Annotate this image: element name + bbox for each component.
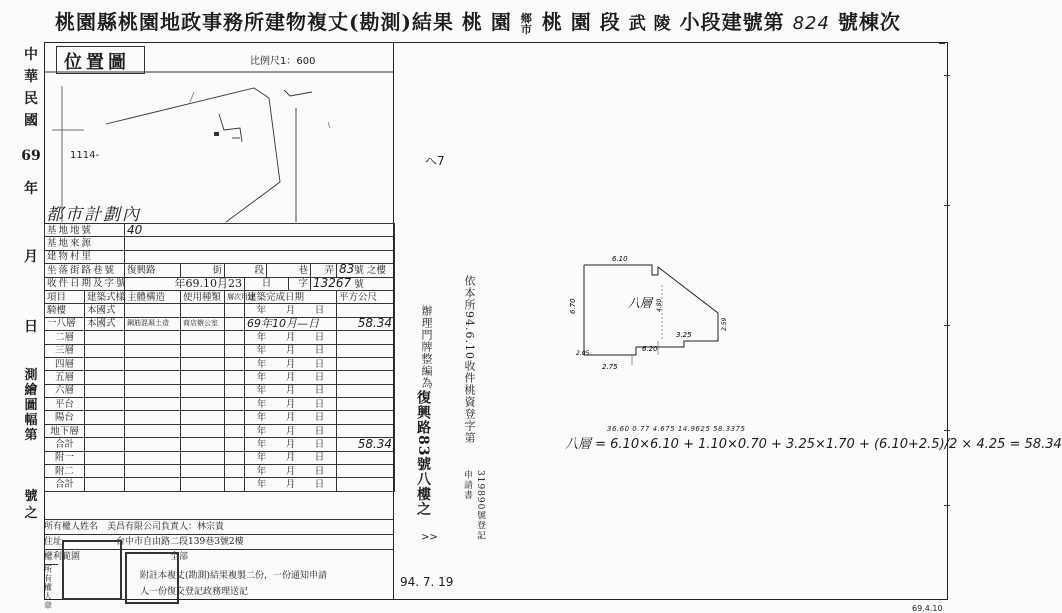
row-label: 合計 <box>45 438 85 451</box>
plan-floor-label: 八層 <box>628 296 653 310</box>
township-mark: 鄉 市 <box>520 11 533 36</box>
dim-right-2: 2.59 <box>721 317 728 331</box>
address-alley: 弄 <box>311 264 337 277</box>
receipt-date: 年69.10月23 <box>125 277 245 290</box>
row-label: 六層 <box>45 384 85 397</box>
owner-seal-stamp <box>62 540 122 600</box>
annotation-column: 319890號登記申請書 <box>462 470 485 541</box>
row-label: 五層 <box>45 371 85 384</box>
owner-address-value: 台中市自由路二段139巷3號2樓 <box>116 537 244 547</box>
address-road: 復興路 <box>125 264 181 277</box>
annotation-column: 依本所94.6.10收件桃資登字第 <box>463 275 476 444</box>
table-row: 四層 年 月 日 <box>45 357 395 370</box>
owner-address-label: 住址 <box>44 537 63 547</box>
annotation-column: 復興路83號八樓之 <box>415 390 431 517</box>
row-label: 四層 <box>45 357 85 370</box>
address-number: 83號 之樓 <box>337 264 395 277</box>
table-row <box>45 317 395 330</box>
table-row: 附二 年 月 日 <box>45 465 395 478</box>
city-name: 桃 園 <box>461 10 512 34</box>
building-number: 824 <box>792 13 830 34</box>
table-row: 騎樓 本國式 年 月 日 <box>45 304 395 317</box>
dim-middle: 4.80 <box>656 298 663 312</box>
village-label: 建物村里 <box>45 250 125 263</box>
section-name: 桃 園 段 <box>541 10 621 34</box>
dim-left: 6.70 <box>569 298 577 314</box>
footnote-line: 附註本複丈(勘測)結果複製二份，一份通知申請 <box>140 571 328 581</box>
owner-rights-label: 權利範圍 <box>44 552 81 562</box>
footnote-line: 人一份復交登記政務理送記 <box>140 587 249 597</box>
left-margin <box>18 42 44 602</box>
formula-main: 八層 = 6.10×6.10 + 1.10×0.70 + 3.25×1.70 + (6.10+2.5)/2 × 4.25 = 58.34 <box>565 437 1062 452</box>
document-title <box>55 6 935 34</box>
owner-rights-value: 全部 <box>170 552 189 562</box>
dim-bottom-left: 2.05 <box>576 350 590 357</box>
date-stamp: 94. 7. 19 <box>400 575 454 589</box>
table-row: 六層 年 月 日 <box>45 384 395 397</box>
table-row: 平台 年 月 日 <box>45 398 395 411</box>
floor-plan-sketch <box>560 255 750 385</box>
land-no-value: 40 <box>125 224 395 237</box>
land-no-label: 基地地號 <box>45 224 125 237</box>
margin-char: 月 <box>24 249 38 265</box>
land-source-value <box>125 237 395 250</box>
dim-top: 6.10 <box>612 255 628 263</box>
footer-code: 69.4.10 <box>912 604 943 613</box>
address-street: 街 <box>181 264 225 277</box>
table-row: 合計 年 月 日 58.34 <box>45 438 395 451</box>
table-row: 陽台 年 月 日 <box>45 411 395 424</box>
col-area: 平方公尺 <box>337 290 395 303</box>
row-area: 58.34 <box>337 317 395 330</box>
owner-name-row <box>44 519 394 535</box>
row-label: 騎樓 <box>45 304 85 317</box>
building-form-table <box>44 223 395 492</box>
col-style: 建築式樣 <box>85 290 125 303</box>
land-source-label: 基地來源 <box>45 237 125 250</box>
building-label: 小段建號第 <box>679 10 785 34</box>
margin-char: 民 <box>24 91 38 107</box>
owner-stamp-label: 所有權人章 <box>44 564 58 601</box>
row-label: 一八層 <box>45 317 85 330</box>
col-structure: 主體構造 <box>125 290 181 303</box>
owner-name-label: 所有權人姓名 <box>44 522 99 532</box>
dim-right-1: 3.25 <box>676 331 692 339</box>
form-row-headers <box>45 290 395 303</box>
margin-char: 華 <box>24 69 38 85</box>
col-item: 項目 <box>45 290 85 303</box>
owner-name-value: 美昌有限公司負責人：林宗貴 <box>107 522 225 532</box>
receipt-label: 收件日期及字號 <box>45 277 125 290</box>
dim-bottom-2: 6.20 <box>642 345 658 353</box>
margin-no: 號之 <box>24 489 38 521</box>
table-row: 附一 年 月 日 <box>45 451 395 464</box>
map-scale: 比例尺1：600 <box>250 56 316 67</box>
margin-char: 國 <box>24 113 38 129</box>
table-row: 三層 年 月 日 <box>45 344 395 357</box>
col-use-type: 使用種類 <box>181 290 225 303</box>
row-use: 商店辦公室 <box>181 317 225 330</box>
margin-char: 中 <box>24 47 38 63</box>
margin-sheet: 測繪圖幅第 <box>24 368 38 443</box>
table-row: 二層 年 月 日 <box>45 331 395 344</box>
address-section: 段 <box>225 264 267 277</box>
receipt-number: 13267 號 <box>311 277 395 290</box>
row-label: 平台 <box>45 398 85 411</box>
receipt-day: 日 <box>245 277 289 290</box>
footnote <box>140 568 390 600</box>
col-floor-use: 層次用途 <box>225 290 245 303</box>
col-completion-date: 建築完成日期 <box>245 290 337 303</box>
total-area: 58.34 <box>337 438 395 451</box>
row-label: 三層 <box>45 344 85 357</box>
table-row: 地下層 年 月 日 <box>45 424 395 437</box>
dim-bottom-1: 2.75 <box>602 363 618 371</box>
row-label: 附二 <box>45 465 85 478</box>
row-style: 本國式 <box>85 304 125 317</box>
form-row-land-no <box>45 224 395 237</box>
building-suffix: 號棟次 <box>837 10 901 34</box>
form-row-land-src <box>45 237 395 250</box>
table-row: 合計 年 月 日 <box>45 478 395 491</box>
row-label: 地下層 <box>45 424 85 437</box>
row-completion-date: 69年10月—日 <box>245 317 337 330</box>
margin-char: 年 <box>24 181 38 197</box>
address-label: 坐落街路巷號 <box>45 264 125 277</box>
office-name: 桃園縣桃園地政事務所建物複丈(勘測)結果 <box>55 10 454 34</box>
annotation-column: 辦理門牌整編為 <box>420 305 433 389</box>
address-lane: 巷 <box>267 264 311 277</box>
row-structure: 鋼筋混凝土造 <box>125 317 181 330</box>
row-label: 附一 <box>45 451 85 464</box>
margin-char: 日 <box>24 319 38 335</box>
subsection-name: 武 陵 <box>628 14 672 34</box>
zoning-note: 都市計劃內 <box>46 205 141 225</box>
area-formula <box>565 425 1062 452</box>
handwritten-mark: へ7 <box>425 154 445 168</box>
row-label: 二層 <box>45 331 85 344</box>
row-label: 陽台 <box>45 411 85 424</box>
row-label: 合計 <box>45 478 85 491</box>
formula-subtotals: 36.60 0.77 4.675 14.9625 58.3375 <box>607 425 746 433</box>
table-row: 五層 年 月 日 <box>45 371 395 384</box>
annotation-mark: >> <box>421 532 438 543</box>
receipt-zi: 字 <box>289 277 311 290</box>
map-parcel-label: 1114- <box>70 150 100 161</box>
margin-year-number: 69 <box>21 148 41 164</box>
location-map-title: 位置圖 <box>64 52 130 73</box>
form-row-receipt <box>45 277 395 290</box>
row-style: 本國式 <box>85 317 125 330</box>
